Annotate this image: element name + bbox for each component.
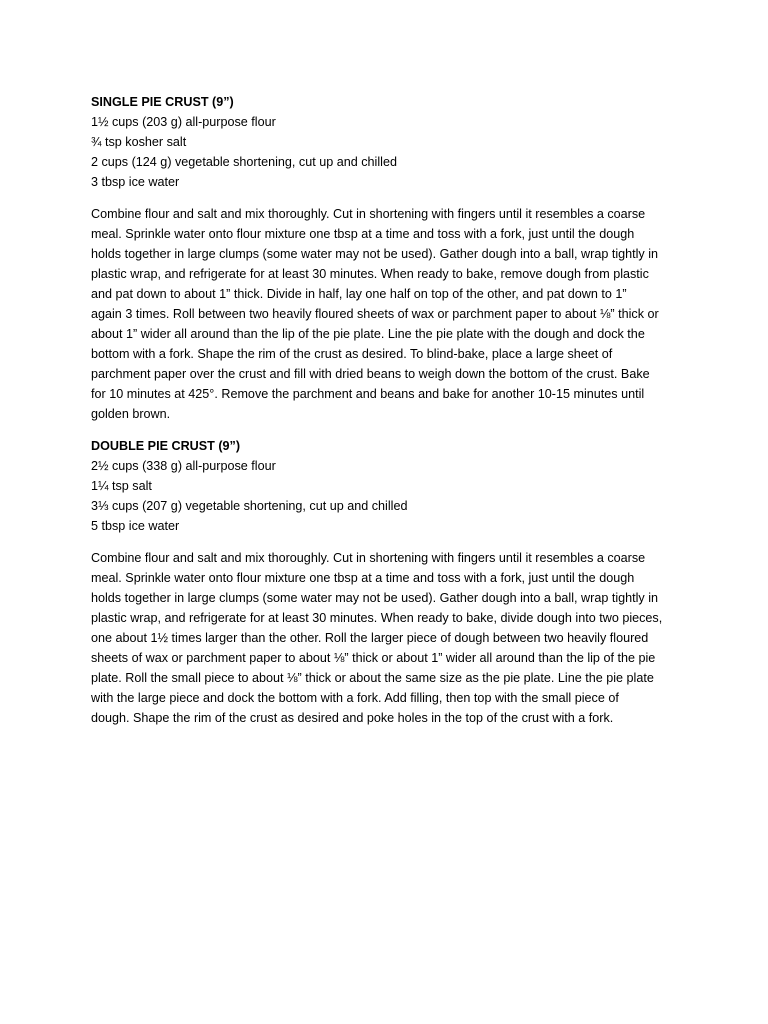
ingredient-line: 2½ cups (338 g) all-purpose flour (91, 459, 276, 473)
ingredient-line: 1¼ tsp salt (91, 479, 152, 493)
ingredient-line: 3⅓ cups (207 g) vegetable shortening, cut up and chilled (91, 499, 408, 513)
ingredient-line: 2 cups (124 g) vegetable shortening, cut up and chilled (91, 155, 397, 169)
paragraph-line: Combine flour and salt and mix thoroughly. Cut in shortening with fingers until it resembles a coarse (91, 207, 646, 221)
ingredient-line: 3 tbsp ice water (91, 175, 180, 189)
paragraph-line: about 1” wider all around than the lip of the pie plate. Line the pie plate with the dough and dock the (91, 327, 645, 341)
paragraph-line: with the large piece and dock the bottom with a fork. Add filling, then top with the small piece of (91, 691, 619, 705)
paragraph-line: meal. Sprinkle water onto flour mixture one tbsp at a time and toss with a fork, just until the dough (91, 227, 635, 241)
paragraph-line: plate. Roll the small piece to about ⅛” thick or about the same size as the pie plate. Line the pie plate (91, 671, 654, 685)
paragraph-line: one about 1½ times larger than the other. Roll the larger piece of dough between two heavily floured (91, 631, 649, 645)
double-pie-crust-section (91, 436, 691, 728)
ingredient-line: 1½ cups (203 g) all-purpose flour (91, 115, 276, 129)
paragraph-line: dough. Shape the rim of the crust as desired and poke holes in the top of the crust with a fork. (91, 711, 614, 725)
paragraph-line: again 3 times. Roll between two heavily floured sheets of wax or parchment paper to about ⅛” thick or (91, 307, 659, 321)
ingredient-line: ¾ tsp kosher salt (91, 135, 187, 149)
paragraph-line: and pat down to about 1” thick. Divide in half, lay one half on top of the other, and pat down to 1” (91, 287, 627, 301)
instructions-paragraph (91, 548, 691, 728)
paragraph-line: golden brown. (91, 407, 171, 421)
paragraph-line: holds together in large clumps (some water may not be used). Gather dough into a ball, wrap tightly in (91, 591, 659, 605)
paragraph-line: plastic wrap, and refrigerate for at least 30 minutes. When ready to bake, remove dough from plastic (91, 267, 649, 281)
section-heading: DOUBLE PIE CRUST (9”) (91, 439, 241, 453)
paragraph-line: parchment paper over the crust and fill with dried beans to weigh down the bottom of the crust. Bake (91, 367, 650, 381)
recipe-content (91, 92, 691, 740)
paragraph-line: for 10 minutes at 425°. Remove the parchment and beans and bake for another 10-15 minutes until (91, 387, 645, 401)
paragraph-line: bottom with a fork. Shape the rim of the crust as desired. To blind-bake, place a large sheet of (91, 347, 613, 361)
paragraph-line: holds together in large clumps (some water may not be used). Gather dough into a ball, wrap tightly in (91, 247, 659, 261)
ingredient-line: 5 tbsp ice water (91, 519, 180, 533)
instructions-paragraph (91, 204, 691, 424)
paragraph-line: Combine flour and salt and mix thoroughly. Cut in shortening with fingers until it resembles a coarse (91, 551, 646, 565)
section-heading: SINGLE PIE CRUST (9”) (91, 95, 234, 109)
paragraph-line: meal. Sprinkle water onto flour mixture one tbsp at a time and toss with a fork, just until the dough (91, 571, 635, 585)
paragraph-line: sheets of wax or parchment paper to about ⅛” thick or about 1” wider all around than the lip of the pie (91, 651, 656, 665)
single-pie-crust-section (91, 92, 691, 424)
paragraph-line: plastic wrap, and refrigerate for at least 30 minutes. When ready to bake, divide dough into two pieces, (91, 611, 663, 625)
